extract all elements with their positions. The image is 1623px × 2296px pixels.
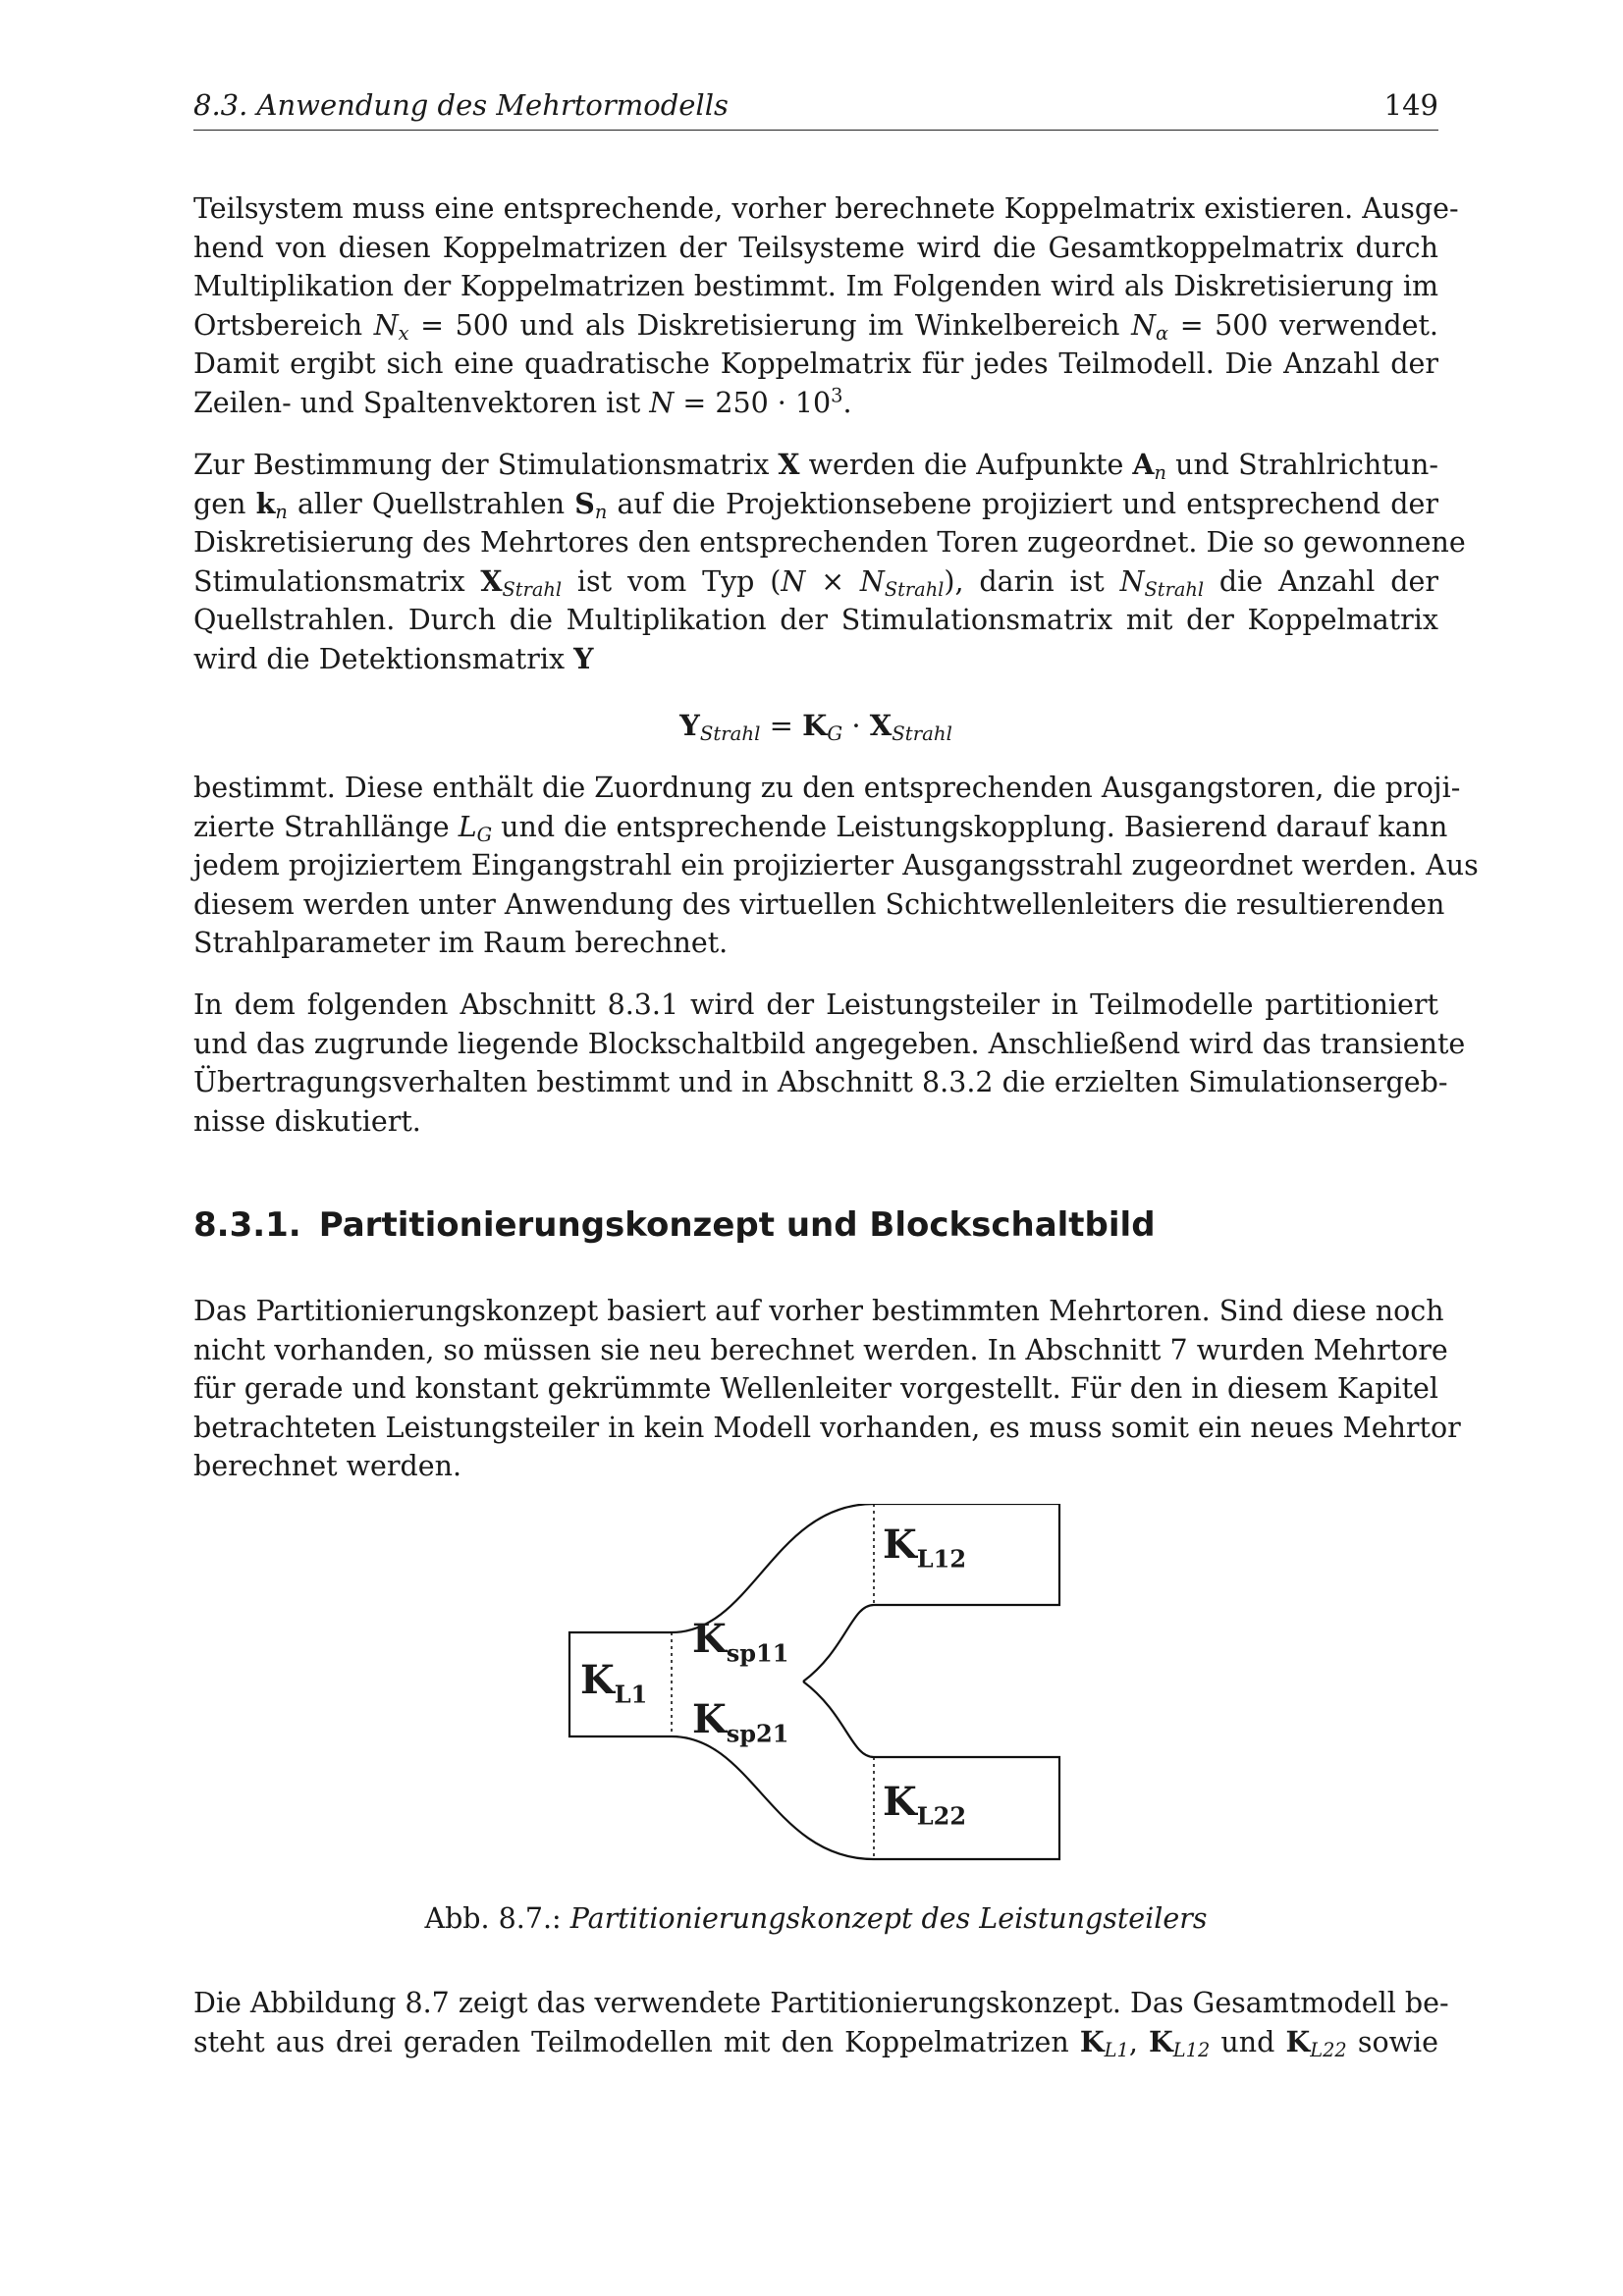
equation-detection-matrix: $Y_{Strahl} = K_G \cdot X_{Strahl}$ [679,709,952,745]
p4-line-4: nisse diskutiert. [193,1104,421,1138]
header-section-title: 8.3. Anwendung des Mehrtormodells [193,88,729,122]
p2-line-6: wird die Detektionsmatrix Y [193,641,594,675]
p1-line-6: Zeilen- und Spaltenvektoren ist $N = 250 \cdot 10^3$. [193,384,852,419]
p6-line-1: Die Abbildung 8.7 zeigt das verwendete Partitionierungskonzept. Das Gesamtmodell be- [193,1987,1449,2019]
p1-line-5: Damit ergibt sich eine quadratische Koppelmatrix für jedes Teilmodell. Die Anzahl der [193,347,1438,381]
section-number: 8.3.1. [193,1205,301,1245]
p1-line-2: hend von diesen Koppelmatrizen der Teilsysteme wird die Gesamtkoppelmatrix durch [193,231,1438,264]
label-kl1: $K_{L1}$ [580,1657,648,1709]
paragraph-3 [193,769,1479,963]
paragraph-5 [193,1292,1461,1486]
p3-line-4: diesem werden unter Anwendung des virtuellen Schichtwellenleiters die resultierenden [193,887,1445,921]
label-kl12: $K_{L12}$ [883,1522,967,1574]
label-ksp11: $K_{sp11}$ [692,1616,789,1668]
p1-line-3: Multiplikation der Koppelmatrizen bestimmt. Im Folgenden wird als Diskretisierung im [193,270,1438,303]
p2-line-5: Quellstrahlen. Durch die Multiplikation der Stimulationsmatrix mit der Koppelmatrix [193,604,1438,637]
p5-line-1: Das Partitionierungskonzept basiert auf vorher bestimmten Mehrtoren. Sind diese noch [193,1295,1444,1327]
label-kl22: $K_{L22}$ [883,1779,967,1831]
paragraph-2 [193,446,1466,679]
upper-inner-curve [803,1605,874,1682]
running-header [193,84,1438,131]
label-ksp21: $K_{sp21}$ [692,1696,789,1748]
section-title: Partitionierungskonzept und Blockschaltbild [318,1205,1156,1245]
caption-text: Partitionierungskonzept des Leistungsteilers [569,1902,1208,1935]
paragraph-6 [193,1984,1449,2061]
p2-line-4: Stimulationsmatrix $X_{Strahl}$ ist vom Typ $(N \times N_{Strahl})$, darin ist $N_{Strahl}$ die Anzahl der [193,563,1438,601]
paragraph-4 [193,986,1466,1141]
lower-inner-curve [803,1682,874,1757]
p3-line-1: bestimmt. Diese enthält die Zuordnung zu den entsprechenden Ausgangstoren, die proji- [193,772,1461,804]
p5-line-5: berechnet werden. [193,1450,462,1483]
p5-line-4: betrachteten Leistungsteiler in kein Modell vorhanden, es muss somit ein neues Mehrtor [193,1411,1461,1444]
p4-line-1: In dem folgenden Abschnitt 8.3.1 wird der Leistungsteiler in Teilmodelle partitioniert [193,988,1438,1021]
power-splitter-diagram [567,1504,1077,1877]
p2-line-3: Diskretisierung des Mehrtores den entsprechenden Toren zugeordnet. Die so gewonnene [193,526,1466,560]
figure-caption [193,1902,1438,1935]
caption-label: Abb. 8.7.: [424,1902,570,1935]
p5-line-3: für gerade und konstant gekrümmte Wellenleiter vorgestellt. Für den in diesem Kapitel [193,1372,1438,1406]
p2-line-2: gen $k_n$ aller Quellstrahlen $S_n$ auf die Projektionsebene projiziert und entsprechend der [193,486,1439,523]
p4-line-3: Übertragungsverhalten bestimmt und in Abschnitt 8.3.2 die erzielten Simulationsergeb- [193,1066,1448,1099]
paragraph-1 [193,189,1459,423]
p2-line-1: Zur Bestimmung der Stimulationsmatrix X werden die Aufpunkte $A_n$ und Strahlrichtun- [193,448,1439,484]
p3-line-3: jedem projiziertem Eingangstrahl ein projizierter Ausgangsstrahl zugeordnet werden. Aus [193,849,1479,882]
p1-line-4: Ortsbereich $N_x = 500$ und als Diskretisierung im Winkelbereich $N_\alpha = 500$ verwendet. [193,308,1438,345]
p4-line-2: und das zugrunde liegende Blockschaltbild angegeben. Anschließend wird das transiente [193,1027,1466,1060]
page-number: 149 [1383,88,1438,122]
p3-line-5: Strahlparameter im Raum berechnet. [193,927,729,960]
p6-line-2: steht aus drei geraden Teilmodellen mit den Koppelmatrizen $K_{L1}$, $K_{L12}$ und $K_{L22}$ sowie [193,2024,1438,2061]
section-heading [193,1205,1156,1245]
upper-outer-curve [672,1504,874,1632]
p1-line-1: Teilsystem muss eine entsprechende, vorher berechnete Koppelmatrix existieren. Ausge- [193,192,1459,225]
p3-line-2: zierte Strahllänge $L_G$ und die entsprechende Leistungskopplung. Basierend darauf kann [193,810,1448,846]
p5-line-2: nicht vorhanden, so müssen sie neu berechnet werden. In Abschnitt 7 wurden Mehrtore [193,1333,1448,1366]
lower-outer-curve [672,1736,874,1859]
